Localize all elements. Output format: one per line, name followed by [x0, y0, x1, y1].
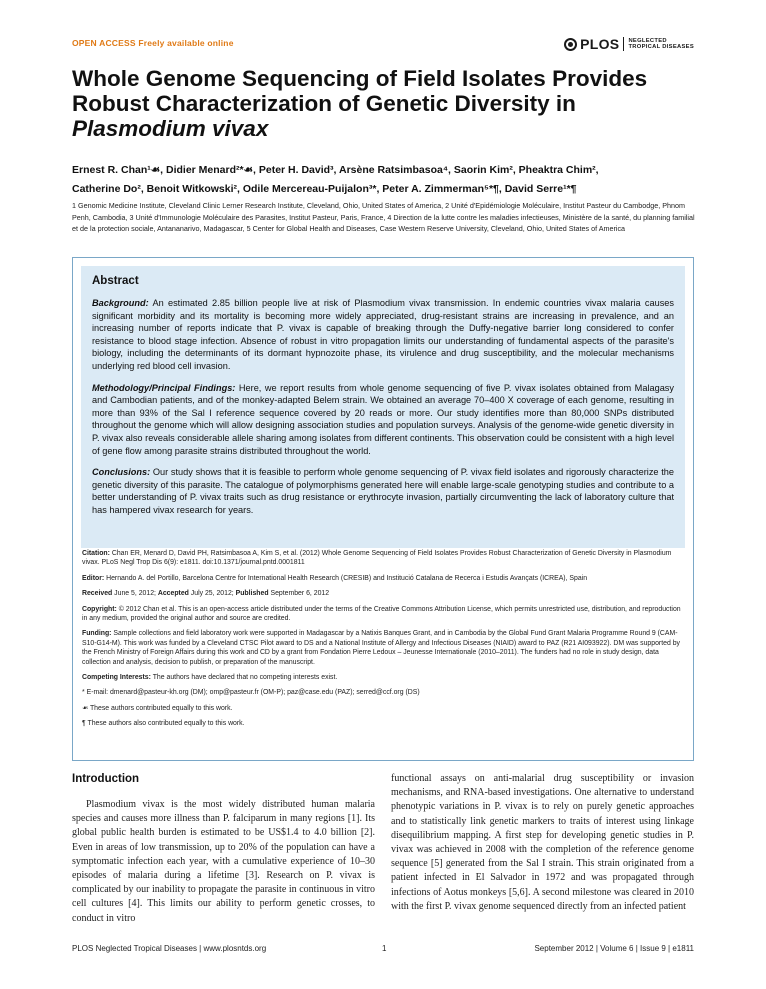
accepted-date: July 25, 2012; [188, 590, 236, 598]
journal-header [72, 36, 694, 52]
title-line-1: Whole Genome Sequencing of Field Isolates Provides [72, 66, 648, 91]
body-column-right [391, 772, 694, 914]
title-line-3: Plasmodium vivax [72, 116, 269, 141]
body-column-left [72, 798, 375, 926]
accepted-label: Accepted [157, 590, 189, 598]
abstract-panel [81, 266, 685, 548]
copyright [82, 605, 686, 624]
editor-label: Editor: [82, 574, 105, 582]
abstract-heading: Abstract [92, 275, 139, 287]
footer-journal: PLOS Neglected Tropical Diseases | www.plosntds.org [72, 944, 267, 953]
background-label: Background: [92, 298, 149, 308]
authors-line-1: Ernest R. Chan¹☙, Didier Menard²*☙, Peter H. David³, Arsène Ratsimbasoa⁴, Saorin Kim², Pheaktra Chim², [72, 164, 599, 176]
author-list [72, 161, 696, 199]
conclusions-text: Our study shows that it is feasible to perform whole genome sequencing of P. vivax field isolates and rigorously characterize the genetic diversity of this parasite. The catalogue of polymorphisms generated here will enable large-scale genotyping studies and contribute to a better understanding of P. vivax traits such as drug resistance or erythrocyte invasion, partially circumventing the lack of laboratory culture that has hampered vivax research for years. [92, 467, 674, 515]
equal-contribution-1: ☙ These authors contributed equally to this work. [82, 704, 233, 712]
title-line-2: Robust Characterization of Genetic Diversity in [72, 91, 576, 116]
open-access-banner: OPEN ACCESS Freely available online [72, 38, 234, 48]
competing-interests [82, 673, 686, 682]
editor [82, 574, 686, 583]
citation-text: Chan ER, Menard D, David PH, Ratsimbasoa A, Kim S, et al. (2012) Whole Genome Sequencing of Field Isolates Provides Robust Characterization of Genetic Diversity in Plasmodium vivax. PLoS Negl Trop Dis 6(9): e1811. doi:10.1371/journal.pntd.0001811 [82, 550, 672, 567]
introduction-heading: Introduction [72, 773, 140, 785]
abstract-methodology [92, 382, 674, 458]
article-metadata [82, 549, 686, 735]
journal-name [628, 38, 694, 51]
competing-label: Competing Interests: [82, 674, 151, 682]
published-date: September 6, 2012 [268, 590, 330, 598]
abstract-background [92, 297, 674, 373]
intro-paragraph-2: functional assays on anti-malarial drug susceptibility or invasion mechanisms, and RNA-based investigations. One alternative to understand phenotypic variations in P. vivax is to rely on purely genetic approaches and to statistically link genetic markers to traits of interest using linkage disequilibrium mapping. A first step for developing genetic studies in P. vivax was achieved in 2008 with the completion of the reference genome sequence [5] generated from the Sal I strain. This strain originated from a patient infected in El Salvador in 1972 and was propagated through infections of Aotus monkeys [5,6]. A second milestone was cleared in 2010 with the first P. vivax genome sequenced directly from an infected patient [391, 773, 694, 912]
intro-paragraph-1: Plasmodium vivax is the most widely distributed human malaria species and causes more illness than P. falciparum in many regions [1]. Its global public health burden is estimated to be US$1.4 to 4.0 billion [2]. Even in areas of low transmission, up to 20% of the population can have a symptomatic infection each year, with a cumulative experience of 10–30 episodes of malaria during a lifetime [3]. Research on P. vivax is complicated by our inability to propagate the parasite in continuous in vitro cell cultures [4]. This limits our ability to perform genetic crosses, to conduct in vitro [72, 799, 375, 924]
copyright-text: © 2012 Chan et al. This is an open-access article distributed under the terms of the Creative Commons Attribution License, which permits unrestricted use, distribution, and reproduction in any medium, provided the original author and source are credited. [82, 605, 681, 623]
received-label: Received [82, 590, 113, 598]
footer-issue: September 2012 | Volume 6 | Issue 9 | e1811 [534, 944, 694, 953]
conclusions-label: Conclusions: [92, 467, 151, 478]
competing-text: The authors have declared that no competing interests exist. [150, 674, 338, 682]
authors-line-2: Catherine Do², Benoit Witkowski², Odile Mercereau-Puijalon³*, Peter A. Zimmerman⁵*¶, David Serre¹*¶ [72, 183, 577, 195]
equal-contribution-2: ¶ These authors also contributed equally to this work. [82, 720, 245, 728]
logo-divider [623, 37, 624, 51]
citation-label: Citation: [82, 550, 110, 557]
received-date: June 5, 2012; [112, 590, 158, 598]
article-title [72, 66, 692, 141]
background-text: An estimated 2.85 billion people live at risk of Plasmodium vivax transmission. In endemic countries vivax malaria causes significant morbidity and its mortality is becoming more widely appreciated, drug-resistant strains are increasing in prevalence, and an increasing number of reports indicate that P. vivax is capable of breaking through the Duffy-negative barrier long considered to confer resistance to blood stage infection. Absence of robust in vitro propagation limits our understanding of fundamental aspects of the parasite's biology, including the determinants of its dormant hypnozoite phase, its virulence and drug susceptibility, and the molecular mechanisms underlying red blood cell invasion. [92, 298, 674, 371]
methodology-label: Methodology/Principal Findings: [92, 382, 236, 393]
affiliations: 1 Genomic Medicine Institute, Cleveland Clinic Lerner Research Institute, Cleveland, Ohio, United States of America, 2 Unité d'Epidémiologie Moléculaire, Institut Pasteur du Cambodge, Phnom Penh, Cambodia, 3 Unité d'Immunologie Moléculaire des Parasites, Institut Pasteur, Paris, France, 4 Direction de la lutte contre les maladies infectieuses, Ministère de la santé, du planning familial et de la protection sociale, Antananarivo, Madagascar, 5 Center for Global Health and Diseases, Case Western Reserve University, Cleveland, Ohio, United States of America [72, 201, 695, 234]
abstract-conclusions [92, 466, 674, 516]
citation [82, 549, 686, 568]
methodology-text: Here, we report results from whole genome sequencing of five P. vivax isolates obtained from Malagasy and Cambodian patients, and of the monkey-adapted Belem strain. We obtained an average 70–400 X coverage of each genome, resulting in more than 93% of the Sal I reference sequence covered by 20 reads or more. Our study identifies more than 80,000 SNPs distributed throughout the genome which will allow designing association studies and population surveys. Analysis of the genome-wide genetic diversity in P. vivax also reveals considerable allele sharing among isolates from different continents. This observation could be consistent with a high level of gene flow among parasite strains distributed throughout the world. [92, 382, 674, 456]
page-number: 1 [382, 944, 387, 953]
plos-logo-icon [564, 38, 577, 51]
dates [82, 589, 686, 598]
editor-text: Hernando A. del Portillo, Barcelona Centre for International Health Research (CRESIB) and Institució Catalana de Recerca i Estudis Avançats (ICREA), Spain [104, 574, 588, 582]
funding-label: Funding: [82, 630, 112, 638]
published-label: Published [235, 590, 269, 598]
email-contacts: * E-mail: dmenard@pasteur-kh.org (DM); omp@pasteur.fr (OM-P); paz@case.edu (PAZ); serred@ccf.org (DS) [82, 689, 420, 697]
plos-logo [564, 34, 694, 54]
plos-wordmark: PLOS [580, 36, 620, 52]
funding [82, 629, 686, 667]
journal-name-line1: NEGLECTED [628, 37, 667, 44]
copyright-label: Copyright: [82, 605, 117, 613]
journal-name-line2: TROPICAL DISEASES [628, 44, 694, 50]
funding-text: Sample collections and field laboratory work were supported in Madagascar by a Natixis Banques Grant, and in Cambodia by the Global Fund Grant Malaria Programme Round 9 (CAM-S10-G14-M). This work was funded by a Cleveland CTSC Pilot award to DS and a National Institute of Allergy and Infectious Diseases (NIAID) award to PAZ (R21 AI093922). DM was supported by the French Ministry of Foreign Affairs during this work and CD by a grant from Fondation Pierre Ledoux – Jeunesse Internationale (2010–2011). The funders had no role in study design, data collection and analysis, decision to publish, or preparation of the manuscript. [82, 630, 680, 666]
